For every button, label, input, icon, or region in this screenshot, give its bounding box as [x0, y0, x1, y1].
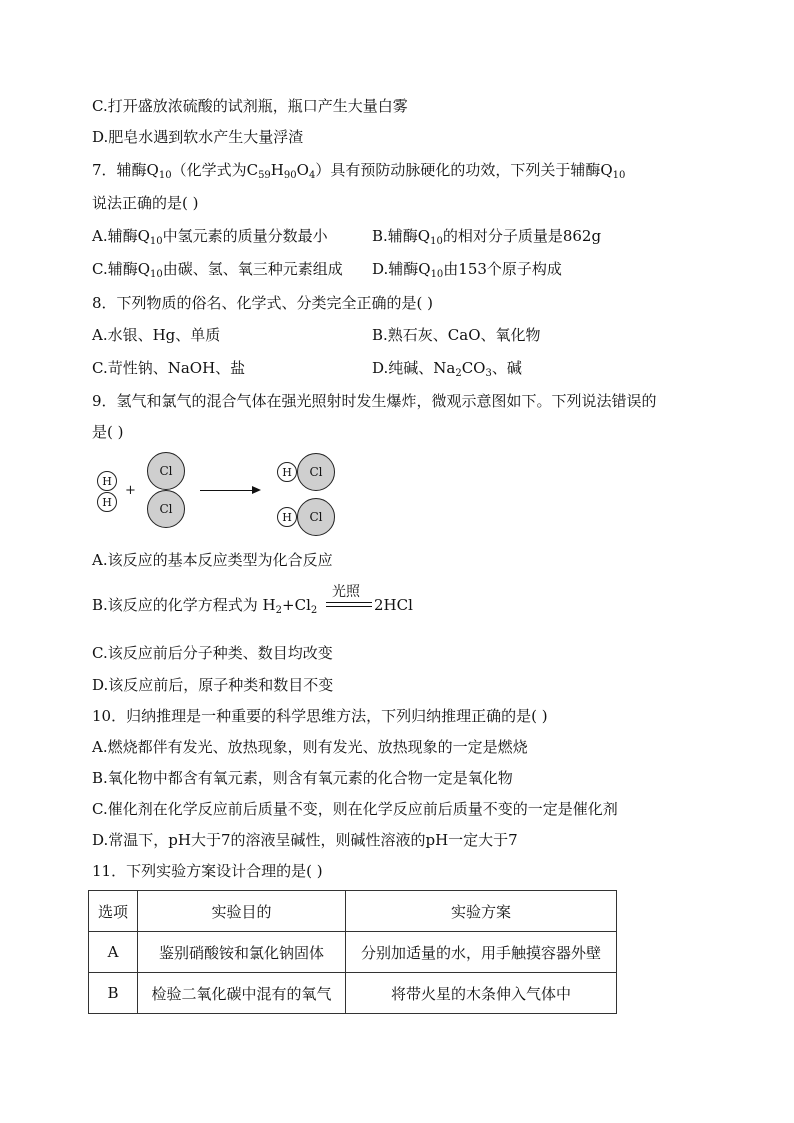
plus-sign: + — [125, 483, 136, 498]
subscript: 10 — [430, 236, 443, 247]
hydrogen-atom: H — [277, 507, 297, 527]
subscript: 10 — [149, 236, 163, 247]
q8-option-b: B.熟石灰、CaO、氧化物 — [372, 326, 541, 344]
q8-option-part: CO — [461, 359, 486, 377]
q7-stem-part: O — [296, 161, 309, 179]
q8-option-d — [372, 358, 522, 378]
q7-option-part: B.辅酶Q — [372, 227, 431, 245]
subscript: 4 — [308, 170, 316, 181]
subscript: 10 — [158, 170, 172, 181]
q9-option-d: D.该反应前后，原子种类和数目不变 — [92, 676, 334, 694]
subscript: 10 — [612, 170, 626, 181]
q10-option-a: A.燃烧都伴有发光、放热现象，则有发光、放热现象的一定是燃烧 — [92, 738, 528, 756]
q8-stem: 8．下列物质的俗名、化学式、分类完全正确的是( ) — [92, 294, 434, 312]
q7-option-part: 由153个原子构成 — [443, 260, 562, 278]
q6-option-d: D.肥皂水遇到软水产生大量浮渣 — [92, 128, 304, 146]
subscript: 10 — [150, 269, 163, 280]
q9-option-a: A.该反应的基本反应类型为化合反应 — [92, 551, 333, 569]
subscript: 2 — [310, 605, 318, 616]
q8-option-a: A.水银、Hg、单质 — [92, 326, 221, 344]
hydrogen-atom: H — [97, 471, 117, 491]
q7-stem-part: H — [270, 161, 284, 179]
table-cell: 分别加适量的水，用手触摸容器外壁 — [346, 932, 617, 973]
table-cell: 将带火星的木条伸入气体中 — [346, 973, 617, 1014]
experiment-table — [88, 890, 617, 1014]
q7-stem-part: ）具有预防动脉硬化的功效，下列关于辅酶Q — [315, 161, 613, 179]
q7-option-part: D.辅酶Q — [372, 260, 431, 278]
q7-option-b — [372, 226, 601, 246]
q7-option-d — [372, 259, 562, 279]
chlorine-atom: Cl — [297, 498, 335, 536]
reaction-condition: 光照 — [332, 584, 360, 600]
q11-stem: 11．下列实验方案设计合理的是( ) — [92, 862, 323, 880]
reaction-diagram — [92, 452, 352, 542]
q9-stem-line1: 9．氢气和氯气的混合气体在强光照射时发生爆炸，微观示意图如下。下列说法错误的 — [92, 392, 657, 410]
table-header-cell: 实验方案 — [346, 891, 617, 932]
q7-option-part: 中氢元素的质量分数最小 — [162, 227, 328, 245]
table-row — [89, 973, 617, 1014]
table-cell: 检验二氧化碳中混有的氧气 — [138, 973, 346, 1014]
q7-option-a — [92, 226, 328, 246]
q10-option-b: B.氧化物中都含有氧元素，则含有氧元素的化合物一定是氧化物 — [92, 769, 513, 787]
chlorine-atom: Cl — [147, 490, 185, 528]
subscript: 2 — [455, 368, 462, 379]
table-header-cell: 选项 — [89, 891, 138, 932]
q9-option-b — [92, 595, 317, 615]
hydrogen-atom: H — [97, 492, 117, 512]
equals-bar-bottom — [326, 606, 372, 607]
table-row — [89, 932, 617, 973]
q7-option-part: 的相对分子质量是862g — [442, 227, 602, 245]
q7-stem-line2: 说法正确的是( ) — [92, 194, 199, 212]
chlorine-atom: Cl — [297, 453, 335, 491]
q7-option-part: C.辅酶Q — [92, 260, 151, 278]
table-header-cell: 实验目的 — [138, 891, 346, 932]
q7-stem — [92, 160, 625, 180]
q9-option-part: B.该反应的化学方程式为 H — [92, 596, 276, 614]
subscript: 2 — [275, 605, 283, 616]
q7-stem-part: （化学式为C — [171, 161, 259, 179]
q7-option-part: 由碳、氢、氧三种元素组成 — [162, 260, 343, 278]
q7-option-c — [92, 259, 343, 279]
hydrogen-atom: H — [277, 462, 297, 482]
q9-stem-line2: 是( ) — [92, 423, 124, 441]
q9-option-part: +Cl — [282, 596, 311, 614]
subscript: 3 — [485, 368, 492, 379]
arrow-head-icon — [252, 486, 261, 494]
q9-product: 2HCl — [374, 596, 413, 614]
table-cell: A — [89, 932, 138, 973]
reaction-arrow — [200, 490, 254, 491]
q7-option-part: A.辅酶Q — [92, 227, 150, 245]
q8-option-c: C.苛性钠、NaOH、盐 — [92, 359, 246, 377]
q7-stem-part: 7．辅酶Q — [92, 161, 159, 179]
q8-option-part: 、碱 — [491, 359, 522, 377]
q9-option-c: C.该反应前后分子种类、数目均改变 — [92, 644, 333, 662]
subscript: 90 — [283, 170, 297, 181]
q10-stem: 10．归纳推理是一种重要的科学思维方法，下列归纳推理正确的是( ) — [92, 707, 548, 725]
q8-option-part: D.纯碱、Na — [372, 359, 456, 377]
q10-option-c: C.催化剂在化学反应前后质量不变，则在化学反应前后质量不变的一定是催化剂 — [92, 800, 618, 818]
q10-option-d: D.常温下，pH大于7的溶液呈碱性，则碱性溶液的pH一定大于7 — [92, 831, 518, 849]
table-cell: B — [89, 973, 138, 1014]
q6-option-c: C.打开盛放浓硫酸的试剂瓶，瓶口产生大量白雾 — [92, 97, 408, 115]
subscript: 59 — [258, 170, 271, 181]
table-header-row — [89, 891, 617, 932]
equals-bar-top — [326, 602, 372, 603]
table-cell: 鉴别硝酸铵和氯化钠固体 — [138, 932, 346, 973]
chlorine-atom: Cl — [147, 452, 185, 490]
subscript: 10 — [430, 269, 444, 280]
